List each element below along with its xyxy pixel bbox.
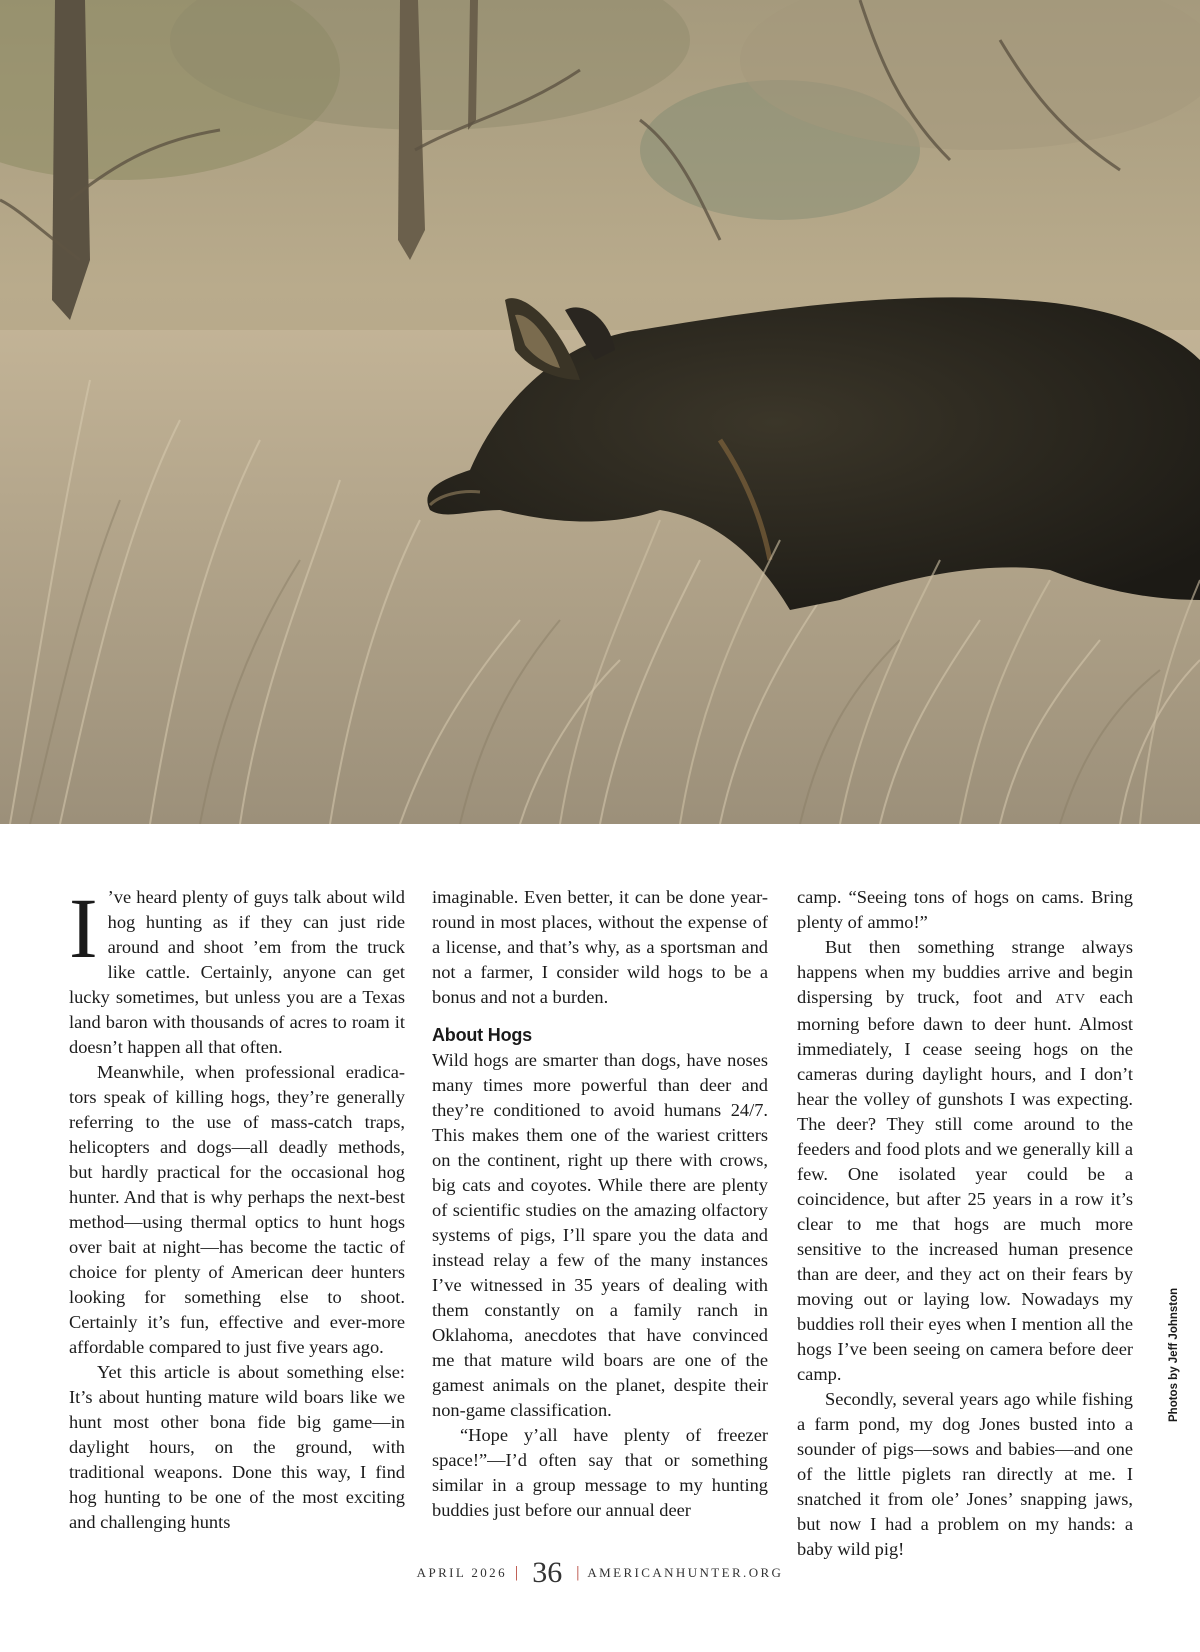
paragraph: camp. “Seeing tons of hogs on cams. Bring plenty of ammo!” (797, 887, 1133, 932)
page-number: 36 (532, 1556, 563, 1589)
photo-credit: Photos by Jeff Johnston (1168, 1287, 1180, 1422)
paragraph-text: But then something strange always happens when my buddies arrive and begin dispersing by truck, foot and (797, 937, 1133, 1007)
paragraph: “Hope y’all have plenty of freezer space!”—I’d often say that or something similar in a group message to my hunting buddies just before our annual deer (432, 1425, 768, 1520)
paragraph: Meanwhile, when professional eradicators speak of killing hogs, they’re generally referring to the use of mass-catch traps, helicopters and dogs—all deadly methods, but hardly practical for the occasional hog hunter. And that is why perhaps the next-best method—using thermal optics to hunt hogs over bait at night—has become the tactic of choice for plenty of American deer hunters looking for something else to shoot. Certainly it’s fun, effective and ever-more affordable compared to just five years ago. (69, 1062, 405, 1357)
section-heading: About Hogs (432, 1025, 532, 1045)
footer-separator: | (576, 1564, 580, 1581)
hero-photo (0, 0, 1200, 824)
paragraph: Wild hogs are smarter than dogs, have noses many times more powerful than deer and they’re conditioned to avoid humans 24/7. This makes them one of the wariest critters on the continent, right up there with crows, big cats and coyotes. While there are plenty of scientific studies on the amazing olfactory systems of pigs, I’ll spare you the data and instead relay a few of the many instances I’ve witnessed in 35 years of dealing with them constantly on a family ranch in Oklahoma, anecdotes that have convinced me that mature wild boars are one of the gamest animals on the planet, despite their non-game classification. (432, 1050, 768, 1420)
paragraph (797, 935, 1133, 1387)
page-footer (0, 1556, 1200, 1590)
website-url: AMERICANHUNTER.ORG (587, 1565, 784, 1580)
paragraph: Yet this article is about something else: It’s about hunting mature wild boars like we hunt most other bona fide big game—in daylight hours, on the ground, with traditional weapons. Done this way, I find hog hunting to be one of the most exciting and challenging hunts (69, 1362, 405, 1532)
paragraph-text: ’ve heard plenty of guys talk about wild hog hunting as if they can just ride around and shoot ’em from the truck like cattle. Certainly, anyone can get lucky sometimes, but unless you are a Texas land baron with thousands of acres to roam it doesn’t happen all that often. (69, 887, 405, 1057)
article-column-1 (69, 880, 405, 1535)
article-column-2 (432, 885, 768, 1523)
drop-cap: I (69, 880, 98, 976)
article-column-3 (797, 885, 1133, 1562)
paragraph: Secondly, several years ago while fishing a farm pond, my dog Jones busted into a sounder of pigs—sows and babies—and one of the little piglets ran directly at me. I snatched it from ole’ Jones’ snapping jaws, but now I had a problem on my hands: a baby wild pig! (797, 1389, 1133, 1559)
footer-separator: | (514, 1564, 519, 1581)
issue-date: APRIL 2026 (416, 1565, 507, 1580)
paragraph (69, 880, 405, 1060)
wild-boar-photo (0, 0, 1200, 824)
atv-abbreviation: ATV (1055, 992, 1087, 1007)
paragraph-text: each morning before dawn to deer hunt. Almost immediately, I cease seeing hogs on the cameras during daylight hours, and I don’t hear the volley of gunshots I was expecting. The deer? They still come around to the feeders and food plots and we generally kill a few. One isolated year could be a coincidence, but after 25 years in a row it’s clear to me that hogs are much more sensitive to the increased human presence than are deer, and they act on their fears by moving out or laying low. Nowadays my buddies roll their eyes when I mention all the hogs I’ve been seeing on camera before deer camp. (797, 987, 1134, 1384)
paragraph: imaginable. Even better, it can be done year-round in most places, without the expense of a license, and that’s why, as a sportsman and not a farmer, I consider wild hogs to be a bonus and not a burden. (432, 887, 768, 1007)
